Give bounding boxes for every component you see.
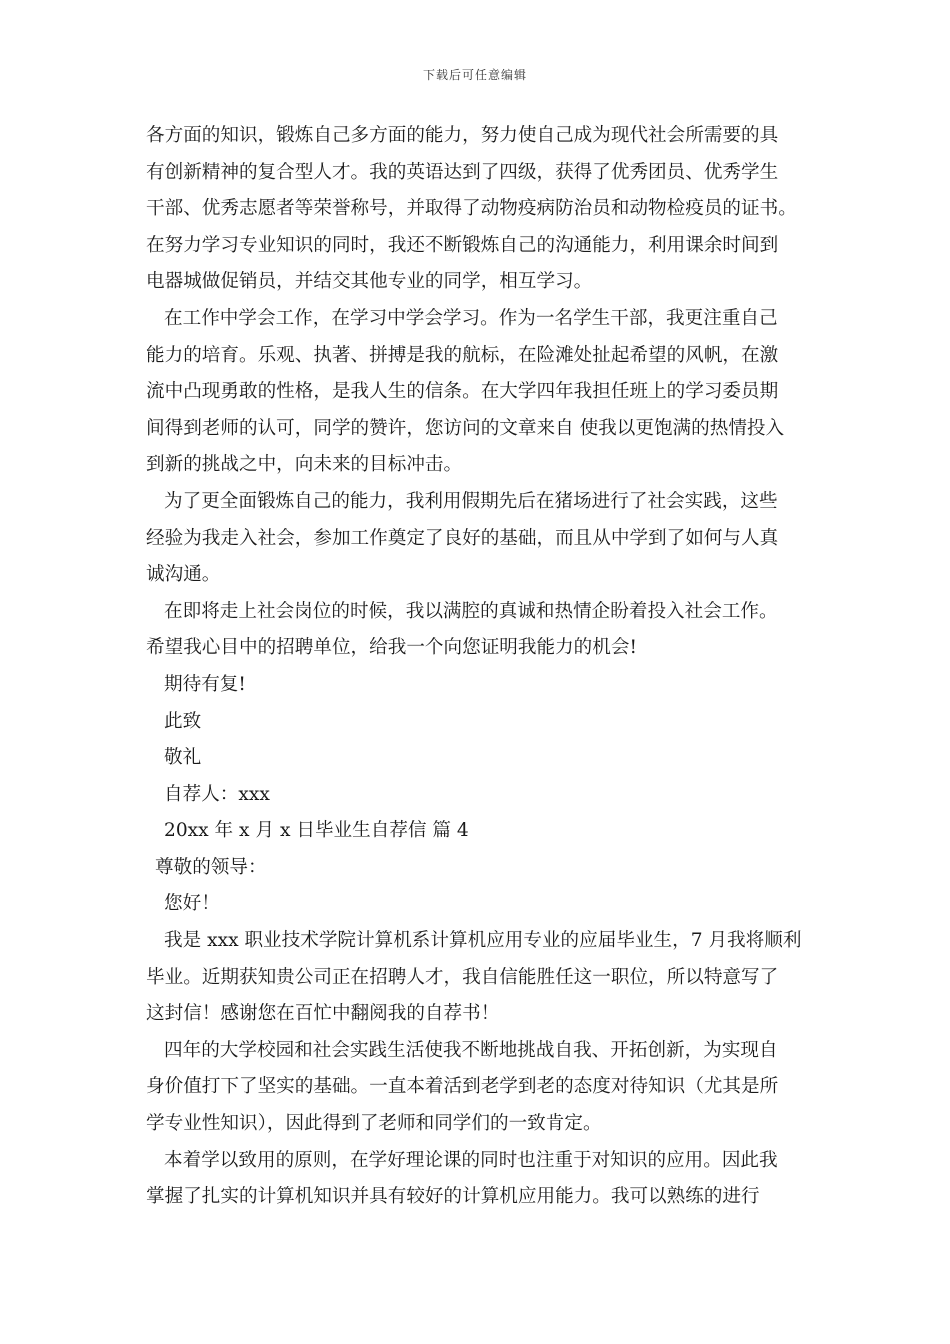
text-line: 在工作中学会工作，在学习中学会学习。作为一名学生干部，我更注重自己 (164, 307, 778, 329)
text-line: 掌握了扎实的计算机知识并具有较好的计算机应用能力。我可以熟练的进行 (146, 1186, 760, 1208)
text-line: 期待有复! (164, 673, 246, 695)
text-line: 这封信！感谢您在百忙中翻阅我的自荐书！ (146, 1003, 500, 1025)
text-line: 能力的培育。乐观、执著、拼搏是我的航标，在险滩处扯起希望的风帆，在激 (146, 344, 779, 366)
text-line: 流中凸现勇敢的性格，是我人生的信条。在大学四年我担任班上的学习委员期 (146, 381, 779, 403)
text-line: 此致 (164, 710, 202, 732)
text-line: 诚沟通。 (146, 564, 221, 586)
text-line: 经验为我走入社会，参加工作奠定了良好的基础，而且从中学到了如何与人真 (146, 527, 779, 549)
text-line: 希望我心目中的招聘单位，给我一个向您证明我能力的机会! (146, 637, 637, 659)
text-line: 本着学以致用的原则，在学好理论课的同时也注重于对知识的应用。因此我 (164, 1149, 778, 1171)
text-line: 干部、优秀志愿者等荣誉称号，并取得了动物疫病防治员和动物检疫员的证书。 (146, 198, 797, 220)
text-line: 各方面的知识，锻炼自己多方面的能力，努力使自己成为现代社会所需要的具 (146, 125, 779, 146)
text-line: 到新的挑战之中，向未来的目标冲击。 (146, 454, 463, 476)
text-line: 有创新精神的复合型人才。我的英语达到了四级，获得了优秀团员、优秀学生 (146, 161, 779, 183)
text-line: 身价值打下了坚实的基础。一直本着活到老学到老的态度对待知识（尤其是所 (146, 1076, 779, 1098)
text-line: 四年的大学校园和社会实践生活使我不断地挑战自我、开拓创新，为实现自 (164, 1039, 778, 1061)
text-line: 自荐人：xxx (164, 783, 270, 805)
text-line: 在即将走上社会岗位的时候，我以满腔的真诚和热情企盼着投入社会工作。 (164, 600, 778, 622)
text-line: 为了更全面锻炼自己的能力，我利用假期先后在猪场进行了社会实践，这些 (164, 490, 778, 512)
page-header: 下载后可任意编辑 (422, 68, 527, 82)
text-line: 我是 xxx 职业技术学院计算机系计算机应用专业的应届毕业生，7 月我将顺利 (164, 930, 802, 952)
text-line: 毕业。近期获知贵公司正在招聘人才，我自信能胜任这一职位，所以特意写了 (146, 966, 779, 988)
text-line: 电器城做促销员，并结交其他专业的同学，相互学习。 (146, 271, 593, 293)
text-line: 在努力学习专业知识的同时，我还不断锻炼自己的沟通能力，利用课余时间到 (146, 234, 779, 256)
document-body (146, 118, 810, 1216)
text-line: 尊敬的领导： (155, 856, 267, 878)
text-line: 您好！ (164, 893, 220, 915)
text-line: 敬礼 (164, 747, 202, 769)
text-line: 间得到老师的认可，同学的赞许，您访问的文章来自 使我以更饱满的热情投入 (146, 417, 785, 439)
text-line: 学专业性知识），因此得到了老师和同学们的一致肯定。 (146, 1113, 602, 1135)
text-line: 20xx 年 x 月 x 日毕业生自荐信 篇 4 (164, 820, 469, 842)
